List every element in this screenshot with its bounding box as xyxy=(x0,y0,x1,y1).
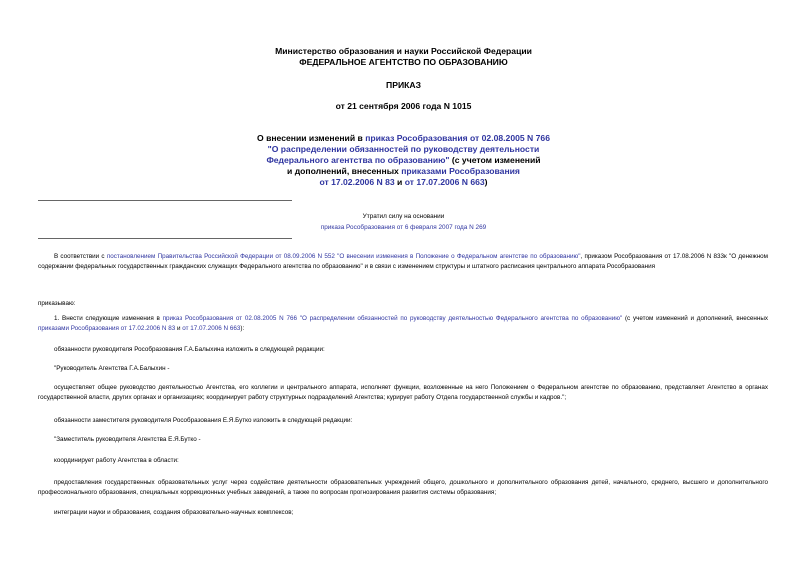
paragraph: В соответствии с постановлением Правительства Российской Федерации от 08.09.2006 N 552 "О внесении изменения в Положение о Федеральном агентстве по образованию", приказом Рособразования от 17.08.2006 N 833к "О денежном содержании федеральных государственных гражданских служащих Федерального агентства по образованию" и в связи с изменением структуры и штатного расписания центрального аппарата Рособразования xyxy=(38,253,768,270)
order-link[interactable]: приказ Рособразования от 02.08.2005 N 766 "О распределении обязанностей по руководству деятельностью Федерального агентства по образованию" xyxy=(162,315,623,322)
divider xyxy=(38,238,292,239)
title-line: Федерального агентства по образованию" (с учетом изменений xyxy=(266,155,541,165)
title-line: от 17.02.2006 N 83 и от 17.07.2006 N 663) xyxy=(319,177,488,187)
order-link[interactable]: приказами Рособразования от 17.02.2006 N 83 xyxy=(38,324,176,332)
title-link[interactable]: приказ Рособразования от 02.08.2005 N 766 xyxy=(365,133,550,143)
document-type: ПРИКАЗ xyxy=(386,80,421,90)
title-link[interactable]: "О распределении обязанностей по руководству деятельности xyxy=(267,144,540,154)
title-link[interactable]: Федерального агентства по образованию" xyxy=(266,155,450,165)
paragraph: координирует работу Агентства в области: xyxy=(54,457,179,464)
order-link[interactable]: от 17.07.2006 N 663 xyxy=(182,324,241,332)
paragraph: интеграции науки и образования, создания образовательно-научных комплексов; xyxy=(54,509,294,516)
agency-name: ФЕДЕРАЛЬНОЕ АГЕНТСТВО ПО ОБРАЗОВАНИЮ xyxy=(299,57,508,67)
title-line: и дополнений, внесенных приказами Рособразования xyxy=(287,166,520,176)
paragraph: обязанности заместителя руководителя Рособразования Е.Я.Бутко изложить в следующей редакции: xyxy=(54,417,353,424)
paragraph: осуществляет общее руководство деятельностью Агентства, его коллегии и центрального аппарата, исполняет функции, возложенные на него Положением о Федеральном агентстве по образованию, представляет Агентство в органах государственной власти, других органах и организациях; координирует работу структурных подразделений Агентства; курирует работу Отдела государственной службы и кадров."; xyxy=(38,384,768,401)
paragraph: приказываю: xyxy=(38,300,76,307)
title-link[interactable]: от 17.02.2006 N 83 xyxy=(319,177,395,187)
paragraph: обязанности руководителя Рособразования Г.А.Балыхина изложить в следующей редакции: xyxy=(54,346,325,353)
title-link[interactable]: приказами Рособразования xyxy=(401,166,520,176)
document-date-number: от 21 сентября 2006 года N 1015 xyxy=(335,101,472,111)
repeal-note-link[interactable]: приказа Рособразования от 6 февраля 2007 года N 269 xyxy=(320,224,487,231)
ministry-name: Министерство образования и науки Российской Федерации xyxy=(275,46,532,56)
repeal-note-text: Утратил силу на основании xyxy=(362,213,445,220)
divider xyxy=(38,200,292,201)
title-line: О внесении изменений в приказ Рособразования от 02.08.2005 N 766 xyxy=(257,133,550,143)
title-link[interactable]: от 17.07.2006 N 663 xyxy=(404,177,485,187)
decree-link[interactable]: постановлением Правительства Российской Федерации от 08.09.2006 N 552 "О внесении изменения в Положение о Федеральном агентстве по образованию" xyxy=(106,253,581,260)
paragraph: "Руководитель Агентства Г.А.Балыхин - xyxy=(54,365,170,372)
paragraph: "Заместитель руководителя Агентства Е.Я.Бутко - xyxy=(54,436,201,443)
paragraph: предоставления государственных образовательных услуг через содействие деятельности образовательных учреждений общего, дошкольного и дополнительного образования детей, начального, среднего, высшего и дополнительного профессионального образования, специальных коррекционных учебных заведений, а также по вопросам прогнозирования развития системы образования; xyxy=(38,479,768,496)
paragraph: 1. Внести следующие изменения в приказ Рособразования от 02.08.2005 N 766 "О распределении обязанностей по руководству деятельностью Федерального агентства по образованию" (с учетом изменений и дополнений, внесенных приказами Рособразования от 17.02.2006 N 83 и от 17.07.2006 N 663): xyxy=(38,315,769,332)
